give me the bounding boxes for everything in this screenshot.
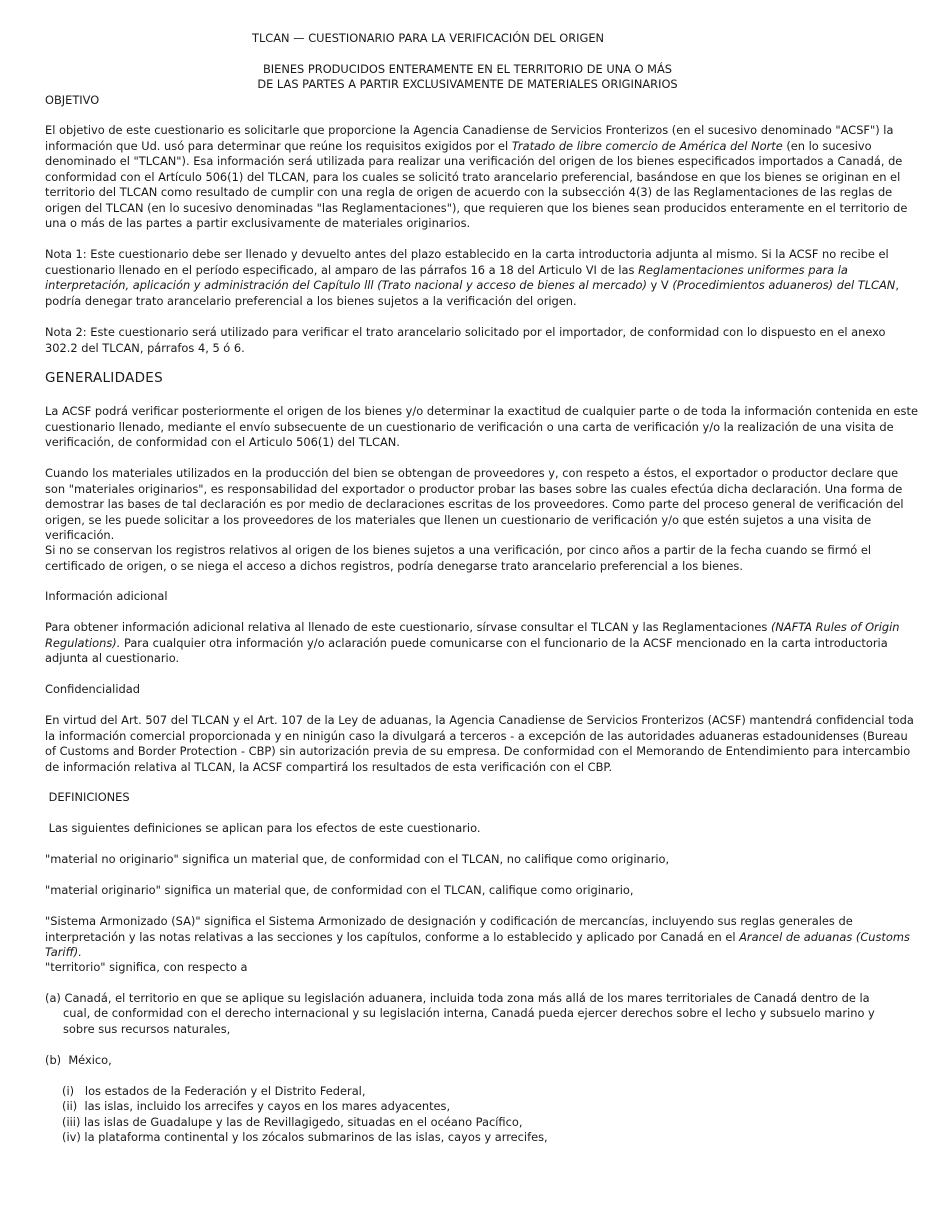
- objetivo-text-a: El objetivo de este cuestionario es solicitarle que proporcione la Agencia Canadiense de Servicios Fronterizos (en el sucesivo denominado "ACSF") la información que Ud. usó para determinar que reúne los requisitos exigidos por el: [45, 123, 894, 153]
- nota-1: [45, 247, 920, 309]
- generalidades-paragraph-2: Cuando los materiales utilizados en la producción del bien se obtengan de proveedores y, con respeto a éstos, el exportador o productor declare que son "materiales originarios", es responsabilidad del exportador o productor probar las bases sobre las cuales efectúa dicha declaración. Una forma de demostrar las bases de tal declaración es por medio de declaraciones escritas de los proveedores. Como parte del proceso general de verificación del origen, se les puede solicitar a los proveedores de los materiales que llenen un cuestionario de verificación y/o que estén sujetos a una visita de verificación.: [45, 466, 904, 542]
- nota1-italic-d: (Procedimientos aduaneros) del TLCAN: [672, 278, 896, 292]
- info-adicional-heading: Información adicional: [45, 589, 168, 603]
- info-text-c: Para cualquier otra información y/o aclaración puede comunicarse con el funcionario de la ACSF mencionado en la carta introductoria adjunta al cuestionario.: [45, 635, 888, 665]
- nota-2: Nota 2: Este cuestionario será utilizado para verificar el trato arancelario solicitado por el importador, de conformidad con lo dispuesto en el anexo 302.2 del TLCAN, párrafos 4, 5 ó 6.: [45, 325, 886, 355]
- sa-text-a: "Sistema Armonizado (SA)" significa el Sistema Armonizado de designación y codificación de mercancías, incluyendo sus reglas generales de interpretación y las notas relativas a las secciones y los capítulos, conforme a lo establecido y aplicado por Canadá en el: [45, 914, 853, 944]
- objetivo-text-c: (en lo sucesivo denominado el "TLCAN"). Esa información será utilizada para realizar una verificación del origen de los bienes especificados importados a Canadá, de conformidad con el Artículo 506(1) del TLCAN, para los cuales se solicitó trato arancelario preferencial, basándose en que los bienes se originan en el territorio del TLCAN como resultado de cumplir con una regla de origen de acuerdo con la subsección 4(3) de las Reglamentaciones de las reglas de origen del TLCAN (en lo sucesivo denominadas "las Reglamentaciones"), que requieren que los bienes sean producidos enteramente en el territorio de una o más de las partes a partir exclusivamente de materiales originarios.: [45, 138, 908, 230]
- mexico-item: (iii) las islas de Guadalupe y las de Revillagigedo, situadas en el océano Pacífico,: [62, 1115, 523, 1129]
- nota1-text-e: , podría denegar trato arancelario preferencial a los bienes sujetos a la verificación del origen.: [45, 278, 899, 308]
- definition-territorio: "territorio" significa, con respecto a: [45, 960, 248, 974]
- info-italic-b: (NAFTA Rules of Origin Regulations).: [45, 620, 900, 650]
- definition-material-originario: "material originario" significa un material que, de conformidad con el TLCAN, califique como originario,: [45, 883, 634, 897]
- definiciones-intro: Las siguientes definiciones se aplican para los efectos de este cuestionario.: [45, 821, 481, 835]
- definition-sistema-armonizado: [45, 914, 920, 961]
- definition-material-no-originario: "material no originario" significa un material que, de conformidad con el TLCAN, no califique como originario,: [45, 852, 670, 866]
- info-text-a: Para obtener información adicional relativa al llenado de este cuestionario, sírvase consultar el TLCAN y las Reglamentaciones: [45, 620, 771, 634]
- nota1-text-c: y V: [646, 278, 673, 292]
- territorio-canada-line-1: (a) Canadá, el territorio en que se aplique su legislación aduanera, incluida toda zona más allá de los mares territoriales de Canadá dentro de la: [45, 991, 870, 1005]
- nota1-italic-b: Reglamentaciones uniformes para la interpretación, aplicación y administración del Capítulo lll (Trato nacional y acceso de bienes al mercado): [45, 262, 848, 292]
- territorio-mexico: (b) México,: [45, 1053, 112, 1067]
- territorio-canada-line-3: sobre sus recursos naturales,: [63, 1022, 231, 1036]
- subtitle-line-1: BIENES PRODUCIDOS ENTERAMENTE EN EL TERRITORIO DE UNA O MÁS: [262, 62, 673, 76]
- mexico-item: (iv) la plataforma continental y los zócalos submarinos de las islas, cayos y arrecifes,: [62, 1130, 548, 1144]
- generalidades-heading: GENERALIDADES: [45, 370, 163, 386]
- generalidades-paragraph-3: Si no se conservan los registros relativos al origen de los bienes sujetos a una verificación, por cinco años a partir de la fecha cuando se firmó el certificado de origen, o se niega el acceso a dichos registros, podría denegarse trato arancelario preferencial a los bienes.: [45, 543, 872, 573]
- mexico-item: (i) los estados de la Federación y el Distrito Federal,: [62, 1084, 366, 1098]
- subtitle-line-2: DE LAS PARTES A PARTIR EXCLUSIVAMENTE DE MATERIALES ORIGINARIOS: [257, 77, 678, 91]
- generalidades-paragraph-1: La ACSF podrá verificar posteriormente el origen de los bienes y/o determinar la exactitud de cualquier parte o de toda la información contenida en este cuestionario llenado, mediante el envío subsecuente de un cuestionario de verificación o una carta de verificación y/o la realización de una visita de verificación, de conformidad con el Articulo 506(1) del TLCAN.: [45, 404, 918, 449]
- definiciones-heading: DEFINICIONES: [45, 790, 130, 804]
- info-adicional-paragraph: [45, 620, 920, 667]
- nota1-text-a: Nota 1: Este cuestionario debe ser llenado y devuelto antes del plazo establecido en la carta introductoria adjunta al mismo. Si la ACSF no recibe el cuestionario llenado en el período especificado, al amparo de las párrafos 16 a 18 del Articulo VI de las: [45, 247, 889, 277]
- document-title: TLCAN — CUESTIONARIO PARA LA VERIFICACIÓN DEL ORIGEN: [252, 31, 605, 45]
- objetivo-heading: OBJETIVO: [45, 93, 100, 107]
- nafta-title-italic: Tratado de libre comercio de América del Norte: [511, 138, 783, 153]
- objetivo-paragraph: [45, 123, 920, 232]
- confidencialidad-heading: Confidencialidad: [45, 682, 140, 696]
- territorio-canada-line-2: cual, de conformidad con el derecho internacional y su legislación interna, Canadá pueda ejercer derechos sobre el lecho y subsuelo marino y: [63, 1006, 875, 1020]
- sa-italic-b: Arancel de aduanas (Customs Tariff).: [45, 929, 910, 959]
- mexico-item: (ii) las islas, incluido los arrecifes y cayos en los mares adyacentes,: [62, 1099, 451, 1113]
- confidencialidad-paragraph: En virtud del Art. 507 del TLCAN y el Art. 107 de la Ley de aduanas, la Agencia Canadiense de Servicios Fronterizos (ACSF) mantendrá confidencial toda la información comercial proporcionada y en ninigún caso la divulgará a terceros - a excepción de las autoridades aduaneras estadounidenses (Bureau of Customs and Border Protection - CBP) sin autorización previa de su empresa. De conformidad con el Memorando de Entendimiento para intercambio de información relativa al TLCAN, la ACSF compartirá los resultados de esta verificación con el CBP.: [45, 713, 914, 774]
